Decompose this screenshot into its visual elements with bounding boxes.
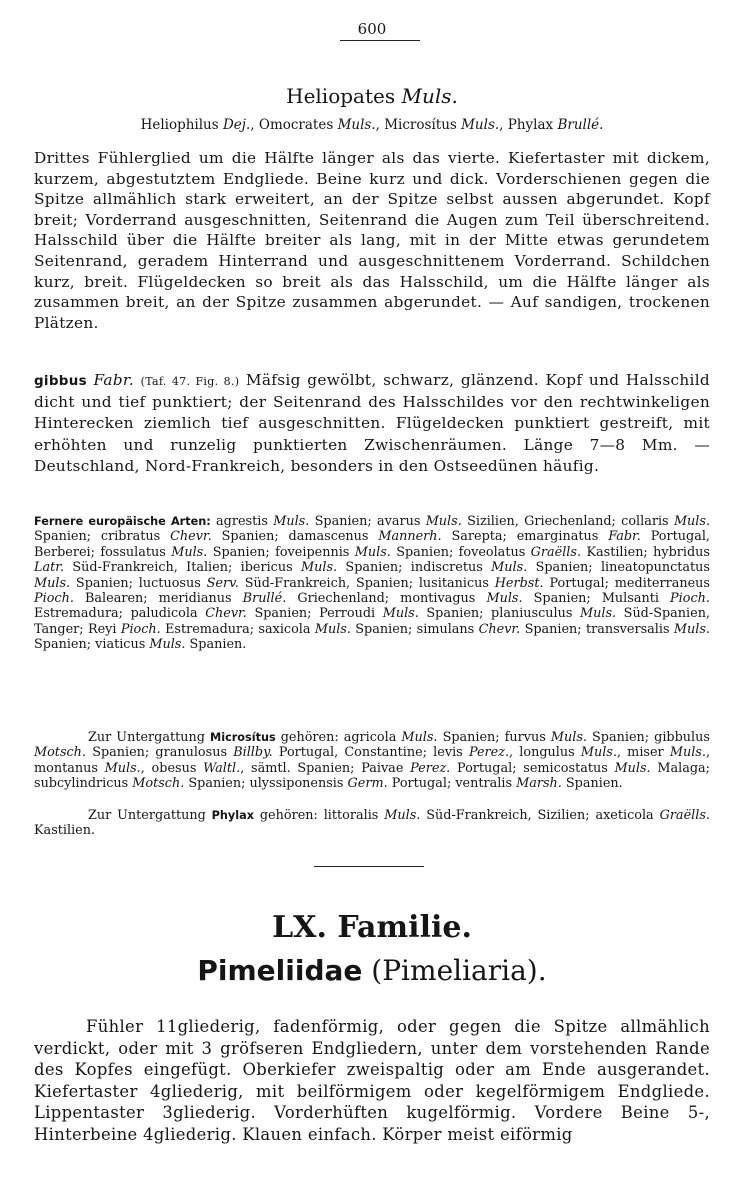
species-entry: Spanien; indiscretus [345,560,483,576]
species-entry: agrestis [216,514,268,529]
author: Muls. [314,621,351,637]
page-number: 600 [357,20,387,38]
author: Muls. [673,514,711,529]
species-entry: Spanien; furvus [442,730,546,745]
species-entry: Süd-Frankreich, Italien; ibericus [72,560,293,576]
species-entry: Malaga; subcylindricus [34,760,710,792]
author: Serv. [206,575,239,591]
species-name: gibbus [34,374,87,389]
species-entry: gehören: littoralis [259,808,379,823]
species-entry: Sarepta; emarginatus [451,529,599,545]
synonym-author: Muls. [461,117,500,133]
synonym-name: Omocrates [258,117,334,133]
author: Muls. [34,575,71,591]
author: Graëlls. [659,808,710,823]
genus-description: Drittes Fühlerglied um die Hälfte länger als das vierte. Kiefertaster mit dickem, kurzem, abgestutztem Endgliede. Beine kurz und dick. Vorderschienen gegen die Spitze allmählich stark erweitert, an der Spitze selbst aussen abgerundet. Kopf breit; Vorderrand ausgeschnitten, Seitenrand die Augen zum Teil überschreitend. Halsschild über die Hälfte breiter als lang, mit in der Mitte etwas gerundetem Seitenrand, geradem Hinterrand und ausgeschnittenem Vorderrand. Schildchen kurz, breit. Flügeldecken so breit als das Halsschild, um die Hälfte länger als zusammen breit, an der Spitze zusammen abgerundet. — Auf sandigen, trockenen Plätzen. [34,149,710,332]
author: Muls. [171,544,208,560]
species-entry: Kastilien. [34,823,96,839]
species-entry: Portugal, Constantine; levis [278,745,463,761]
genus-author: Muls. [401,84,458,108]
species-text: Mäfsig gewölbt, schwarz, glänzend. Kopf und Halsschild dicht und tief punktiert; der Seitenrand des Halsschildes vor den rechtwinkeligen Hinterecken ziemlich tief ausgeschnitten. Flügeldecken punktiert gestreift, mit erhöhten und runzelig punktierten Zwischenräumen. Länge 7—8 Mm. — Deutschland, Nord-Frankreich, besonders in den Ostseedünen häufig. [34,371,711,475]
species-entry: Sizilien, Griechenland; collaris [467,514,669,529]
subgenus-intro: Zur Untergattung [88,730,205,745]
species-entry: gehören: agricola [280,730,397,745]
author: Brullé. [242,591,287,607]
species-entry: , sämtl. Spanien; Paivae [240,760,404,776]
author: Muls. [425,514,462,529]
author: Muls. [104,760,141,776]
species-entry: Spanien. [189,637,247,653]
author: Muls. [486,591,523,607]
species-entry: Portugal; semicostatus [457,760,608,776]
species-gibbus [34,370,710,477]
species-entry: Spanien; luctuosus [75,575,201,591]
subgenus-name: Phylax [211,809,254,822]
author: Muls. [382,606,419,622]
family-title: LX. Familie. [272,910,472,945]
species-entry: Spanien; lineatopunctatus [535,560,710,576]
species-entry: Estremadura; paludicola [34,606,198,622]
author: Billby. [233,745,273,761]
author: Muls. [580,606,617,622]
author: Muls. [301,560,338,576]
author: Pioch. [120,621,161,637]
species-entry: Süd-Frankreich, Spanien; lusitanicus [244,575,489,591]
family-description: Fühler 11gliederig, fadenförmig, oder gegen die Spitze allmählich verdickt, oder mit 3 gröfseren Endgliedern, unter dem vorstehenden Rande des Kopfes eingefügt. Oberkiefer zweispaltig oder am Ende ausgerandet. Kiefertaster 4gliederig, mit beilförmigem oder kegelförmigem Endgliede. Lippentaster 3gliederig. Vorderhüften kugelförmig. Vordere Beine 5-, Hinterbeine 4gliederig. Klauen einfach. Körper meist eiförmig [34,1017,710,1144]
author: Motsch. [132,776,185,792]
author: Fabr. [608,529,641,545]
section-rule [314,866,424,867]
species-entry: Spanien; transversalis [524,621,670,637]
species-entry: Spanien; damascenus [221,529,369,545]
family-name: Pimeliidae [197,954,363,987]
other-species-paragraph [34,514,710,653]
species-entry: , longulus [509,745,575,761]
species-entry: Süd-Spanien, Tanger; Reyi [34,606,711,637]
species-entry: Süd-Frankreich, Sizilien; axeticola [426,808,654,823]
author: Muls. [550,730,587,745]
author: Pioch. [34,591,74,607]
author: Herbst. [494,575,544,591]
synonym-author: Brullé. [557,117,604,133]
other-species-heading: Fernere europäische Arten: [34,515,211,528]
species-entry: Portugal, Berberei; fossulatus [34,529,710,560]
species-entry: Spanien; avarus [314,514,421,529]
author: Muls. [491,560,528,576]
species-entry: Griechenland; montivagus [297,591,476,607]
species-entry: Spanien; foveipennis [212,544,350,560]
genus-name: Heliopates [286,84,396,108]
species-entry: , obesus [140,760,197,776]
species-entry: Kastilien; hybridus [586,544,710,560]
synonym-author: Dej. [222,117,251,133]
author: Muls. [580,745,617,761]
author: Muls. [273,514,310,529]
species-entry: Estremadura; saxicola [165,621,311,637]
author: Marsh. [516,776,562,792]
author: Chevr. [170,529,212,545]
species-entry: Spanien; granulosus [92,745,228,761]
species-entry: , montanus [34,745,711,776]
author: Chevr. [478,621,521,637]
author: Muls. [673,621,710,637]
species-author: Fabr. [93,371,135,389]
family-name-line [34,954,710,987]
synonym-name: Microsítus [384,117,457,133]
species-entry: Spanien; foveolatus [396,544,526,560]
phylax-paragraph [34,808,710,839]
author: Chevr. [205,606,247,622]
author: Mannerh. [378,529,442,545]
microsítus-paragraph [34,730,710,792]
synonym-name: Heliophilus [140,117,219,133]
species-entry: Spanien; cribratus [34,529,161,545]
genus-synonyms: Heliophilus Dej., Omocrates Muls., Microsítus Muls., Phylax Brullé. [140,117,604,133]
species-entry: Spanien; planiusculus [426,606,573,622]
species-entry: , miser [616,745,664,761]
species-entry: Spanien; gibbulus [592,730,710,745]
header-rule [340,40,420,41]
plate-reference: (Taf. 47. Fig. 8.) [140,375,240,388]
synonym-author: Muls. [337,117,376,133]
species-entry: Spanien; Mulsanti [533,591,659,607]
author: Perez. [468,745,510,761]
species-entry: Spanien; simulans [355,621,475,637]
species-entry: Spanien; viaticus [34,637,146,653]
author: Graëlls. [530,544,582,560]
author: Motsch. [34,745,86,761]
author: Muls. [354,544,391,560]
synonym-name: Phylax [507,117,554,133]
author: Muls. [149,637,186,653]
species-entry: Spanien; Perroudi [254,606,376,622]
genus-title [34,84,710,108]
species-entry: Spanien; ulyssiponensis [188,776,344,792]
author: Muls. [384,808,421,823]
author: Muls. [401,730,438,745]
author: Pioch. [670,591,710,607]
author: Muls. [669,745,706,761]
subgenus-name: Microsítus [210,731,276,744]
author: Germ. [347,776,388,792]
author: Waltl. [203,760,241,776]
author: Muls. [614,760,651,776]
species-entry: Spanien. [565,776,623,792]
subgenus-intro: Zur Untergattung [88,808,206,823]
family-alt-name: (Pimeliaria). [371,954,547,987]
author: Latr. [34,560,65,576]
species-entry: Portugal; ventralis [391,776,513,792]
species-entry: Balearen; meridianus [85,591,232,607]
species-entry: Portugal; mediterraneus [549,575,710,591]
author: Perez. [410,760,451,776]
